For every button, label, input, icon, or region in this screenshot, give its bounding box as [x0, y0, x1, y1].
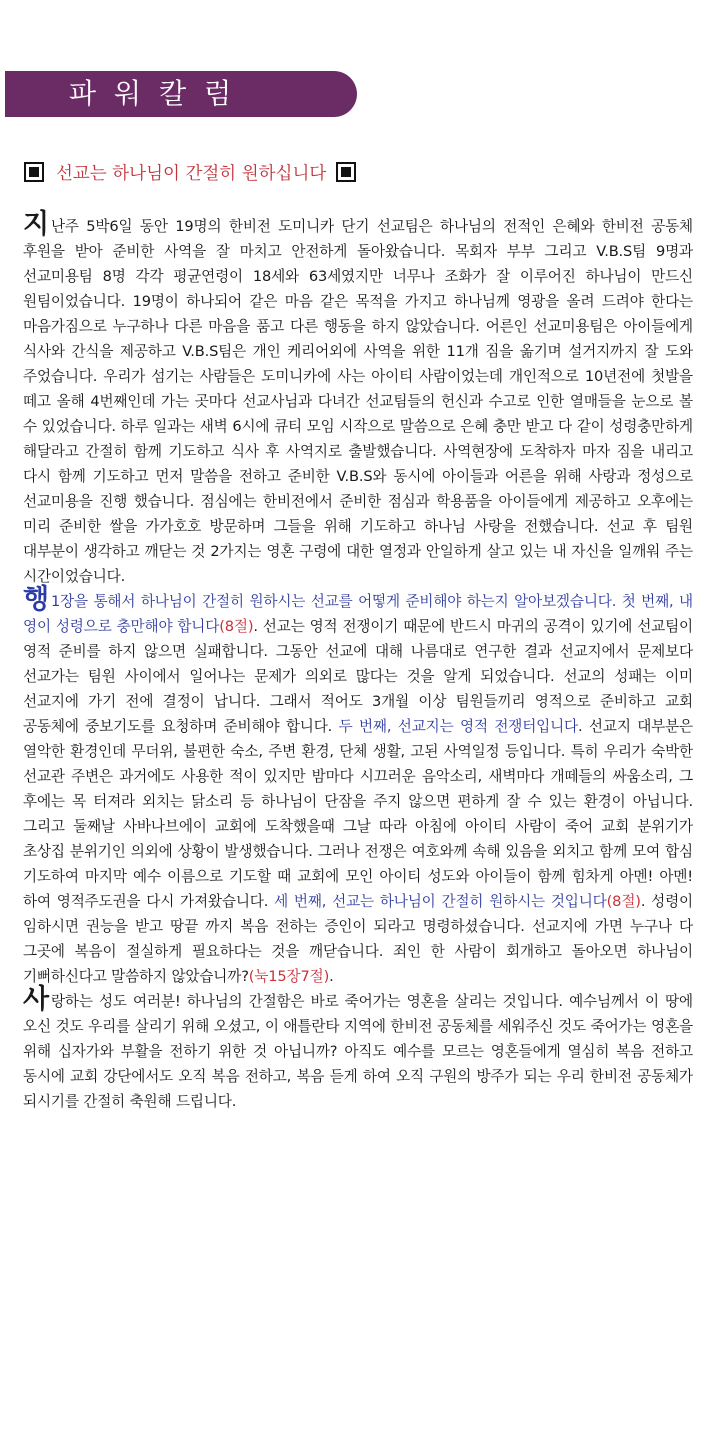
scripture-reference: (8절) [219, 618, 254, 635]
scripture-reference: (8절) [606, 893, 641, 910]
drop-cap: 행 [23, 584, 49, 615]
paragraph-3 [23, 984, 693, 1114]
square-bullet-icon [24, 162, 44, 182]
drop-cap: 지 [23, 209, 49, 240]
highlight-point-3: 세 번째, 선교는 하나님이 간절히 원하시는 것입니다 [274, 893, 607, 910]
paragraph-2 [23, 584, 694, 989]
column-title: 파워칼럼 [69, 77, 250, 110]
paragraph-text: . [329, 968, 334, 985]
paragraph-text: 랑하는 성도 여러분! 하나님의 간절함은 바로 죽어가는 영혼을 살리는 것입니다. 예수님께서 이 땅에 오신 것도 우리를 살리기 위해 오셨고, 이 애틀란타 지역에 한비전 공동체를 세워주신 것도 죽어가는 영혼을 위해 십자가와 부활을 전하기 위한 것 아닙니까? 아직도 예수를 모르는 영혼들에게 열심히 복음 전하고 동시에 교회 강단에서도 오직 복음 전하고, 복음 듣게 하여 오직 구원의 방주가 되는 우리 한비전 공동체가 되시기를 간절히 축원해 드립니다. [23, 993, 693, 1110]
article-subtitle [24, 158, 356, 186]
paragraph-text: . 선교는 영적 전쟁이기 때문에 반드시 마귀의 공격이 있기에 선교팀이 영적 준비를 하지 않으면 실패합니다. 그동안 선교에 대해 나름대로 연구한 결과 선교지에서 문제보다 선교가는 팀원 사이에서 일어나는 문제가 의외로 많다는 것을 알게 되었습니다. 선교의 성패는 이미 선교지에 가기 전에 결정이 납니다. 그래서 적어도 3개월 이상 팀원들끼리 영적으로 준비하고 교회 공동체에 중보기도를 요청하며 준비해야 합니다. [23, 618, 693, 735]
subtitle-text: 선교는 하나님이 간절히 원하십니다 [56, 163, 327, 184]
paragraph-text: . 선교지 대부분은 열악한 환경인데 무더위, 불편한 숙소, 주변 환경, 단체 생활, 고된 사역일정 등입니다. 특히 우리가 숙박한 선교관 주변은 과거에도 사용한 적이 있지만 밤마다 시끄러운 음악소리, 새벽마다 개떼들의 싸움소리, 그 후에는 목 터져라 외치는 닭소리 등 하나님이 단잠을 주지 않으면 편하게 잘 수 있는 환경이 아닙니다. 그리고 둘째날 사바나브에이 교회에 도착했을때 그날 따라 아침에 아이티 사람이 죽어 교회 분위기가 초상집 분위기인 의외에 상황이 발생했습니다. 그러나 전쟁은 여호와께 속해 있음을 외치고 함께 모여 합심 기도하여 마지막 예수 이름으로 기도할 때 교회에 모인 아이티 성도와 아이들이 함께 힘차게 아멘! 아멘! 하여 영적주도권을 다시 가져왔습니다. [23, 718, 693, 910]
column-banner [5, 71, 357, 117]
scripture-reference: (눅15장7절) [248, 968, 330, 985]
paragraph-1 [23, 209, 693, 589]
highlight-point-2: 두 번째, 선교지는 영적 전쟁터입니다 [338, 718, 579, 735]
paragraph-text: 난주 5박6일 동안 19명의 한비전 도미니카 단기 선교팀은 하나님의 전적인 은혜와 한비전 공동체 후원을 받아 준비한 사역을 잘 마치고 안전하게 돌아왔습니다. 목회자 부부 그리고 V.B.S팀 9명과 선교미용팀 8명 각각 평균연령이 18세와 63세였지만 너무나 조화가 잘 이루어진 하나님이 만드신 원팀이었습니다. 19명이 하나되어 같은 마음 같은 목적을 가지고 하나님께 영광을 올려 드려야 한다는 마음가짐으로 누구하나 다른 마음을 품고 다른 행동을 하지 않았습니다. 어른인 선교미용팀은 아이들에게 식사와 간식을 제공하고 V.B.S팀은 개인 케리어외에 사역을 위한 11개 짐을 옮기며 설거지까지 잘 도와 주었습니다. 우리가 섬기는 사람들은 도미니카에 사는 아이티 사람이었는데 개인적으로 10년전에 첫발을 떼고 올해 4번째인데 가는 곳마다 선교사님과 다녀간 선교팀들의 헌신과 수고로 인한 열매들을 눈으로 볼 수 있었습니다. 하루 일과는 새벽 6시에 큐티 모임 시작으로 말씀으로 은혜 충만 받고 다 같이 성령충만하게 해달라고 간절히 함께 기도하고 식사 후 사역지로 출발했습니다. 사역현장에 도착하자 마자 짐을 내리고 다시 함께 기도하고 먼저 말씀을 전하고 준비한 V.B.S와 동시에 아이들과 어른을 위해 사랑과 정성으로 선교미용을 진행 했습니다. 점심에는 한비전에서 준비한 점심과 학용품을 아이들에게 제공하고 오후에는 미리 준비한 쌀을 가가호호 방문하며 그들을 위해 기도하고 하나님 사랑을 전했습니다. 선교 후 팀원 대부분이 생각하고 깨닫는 것 2가지는 영혼 구령에 대한 열정과 안일하게 살고 있는 내 자신을 일깨워 주는 시간이었습니다. [23, 218, 693, 585]
highlight-point-1: 1장을 통해서 하나님이 간절히 원하시는 선교를 어떻게 준비해야 하는지 알아보겠습니다. 첫 번째, 내 영이 성령으로 충만해야 합니다 [23, 593, 693, 635]
article-body [23, 209, 694, 1114]
square-bullet-icon [336, 162, 356, 182]
paragraph-text: . 성령이 임하시면 권능을 받고 땅끝 까지 복음 전하는 증인이 되라고 명령하셨습니다. 선교지에 가면 누구나 다 그곳에 복음이 절실하게 필요하다는 것을 깨닫습니다. 죄인 한 사람이 회개하고 돌아오면 하나님이 기뻐하신다고 말씀하지 않았습니까? [23, 893, 694, 985]
drop-cap: 사 [23, 984, 49, 1015]
